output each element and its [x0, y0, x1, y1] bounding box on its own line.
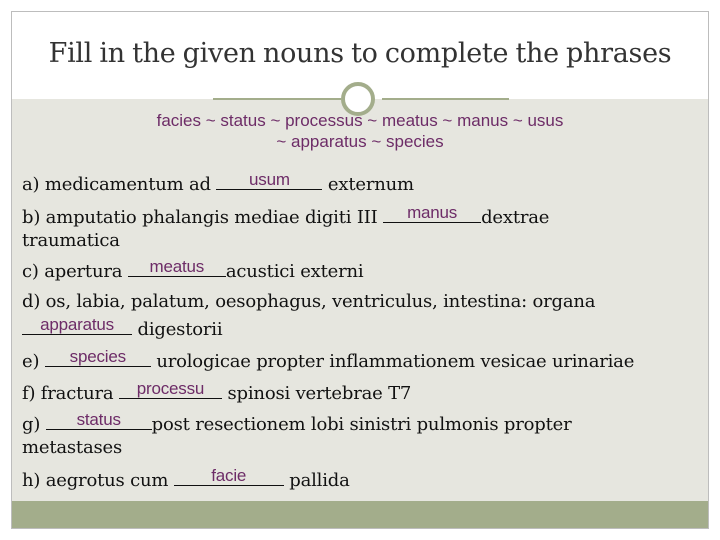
- phrase-text: h) aegrotus cum: [22, 470, 174, 491]
- phrase-text: d) os, labia, palatum, oesophagus, ventriculus, intestina: organa: [22, 291, 596, 312]
- phrase-text: spinosi vertebrae T7: [221, 383, 412, 404]
- phrase-text: externum: [322, 174, 414, 195]
- answer-blank: [383, 203, 481, 223]
- phrase-text: acustici externi: [225, 261, 364, 282]
- phrase-text: dextrae: [481, 207, 550, 228]
- answer-blank: [128, 257, 226, 277]
- footer-bar: [12, 501, 708, 528]
- answer-word: facie: [211, 466, 247, 485]
- phrase-text: urologicae propter inflammationem vesicae urinariae: [150, 351, 635, 372]
- phrase-text: b) amputatio phalangis mediae digiti III: [22, 207, 384, 228]
- title-divider-right: [382, 98, 509, 100]
- answer-blank: [46, 410, 152, 430]
- phrase-g-continued: [22, 437, 122, 459]
- phrase-g: [22, 410, 572, 436]
- phrase-a: [22, 170, 414, 196]
- answer-word: species: [69, 347, 126, 366]
- answer-word: processu: [136, 379, 205, 398]
- phrase-e: [22, 347, 635, 373]
- answer-word: apparatus: [40, 315, 114, 334]
- title-divider-left: [213, 98, 341, 100]
- answer-blank: [22, 315, 132, 335]
- phrase-text: pallida: [283, 470, 350, 491]
- phrase-d: [22, 291, 595, 313]
- answer-word: meatus: [149, 257, 205, 276]
- slide-title: Fill in the given nouns to complete the phrases: [48, 38, 672, 69]
- answer-blank: [119, 379, 222, 399]
- phrase-text: g): [22, 414, 46, 435]
- phrase-b: [22, 203, 550, 229]
- answer-word: status: [76, 410, 121, 429]
- phrase-h: [22, 466, 350, 492]
- answer-word: manus: [407, 203, 458, 222]
- phrase-text: a) medicamentum ad: [22, 174, 217, 195]
- phrase-c: [22, 257, 364, 283]
- phrase-text: traumatica: [22, 230, 120, 251]
- answer-blank: [174, 466, 284, 486]
- phrase-text: e): [22, 351, 45, 372]
- phrase-text: post resectionem lobi sinistri pulmonis propter: [151, 414, 572, 435]
- answer-blank: [45, 347, 151, 367]
- noun-list-line-1: facies ~ status ~ processus ~ meatus ~ manus ~ usus: [156, 111, 564, 130]
- answer-word: usum: [249, 170, 290, 189]
- phrase-b-continued: [22, 230, 120, 252]
- phrase-d-continued: [22, 315, 223, 341]
- phrase-text: digestorii: [132, 319, 223, 340]
- answer-blank: [216, 170, 322, 190]
- noun-list-line-2: ~ apparatus ~ species: [276, 132, 444, 151]
- phrase-f: [22, 379, 412, 405]
- phrase-text: c) apertura: [22, 261, 128, 282]
- phrase-text: metastases: [22, 437, 123, 458]
- phrase-text: f) fractura: [22, 383, 119, 404]
